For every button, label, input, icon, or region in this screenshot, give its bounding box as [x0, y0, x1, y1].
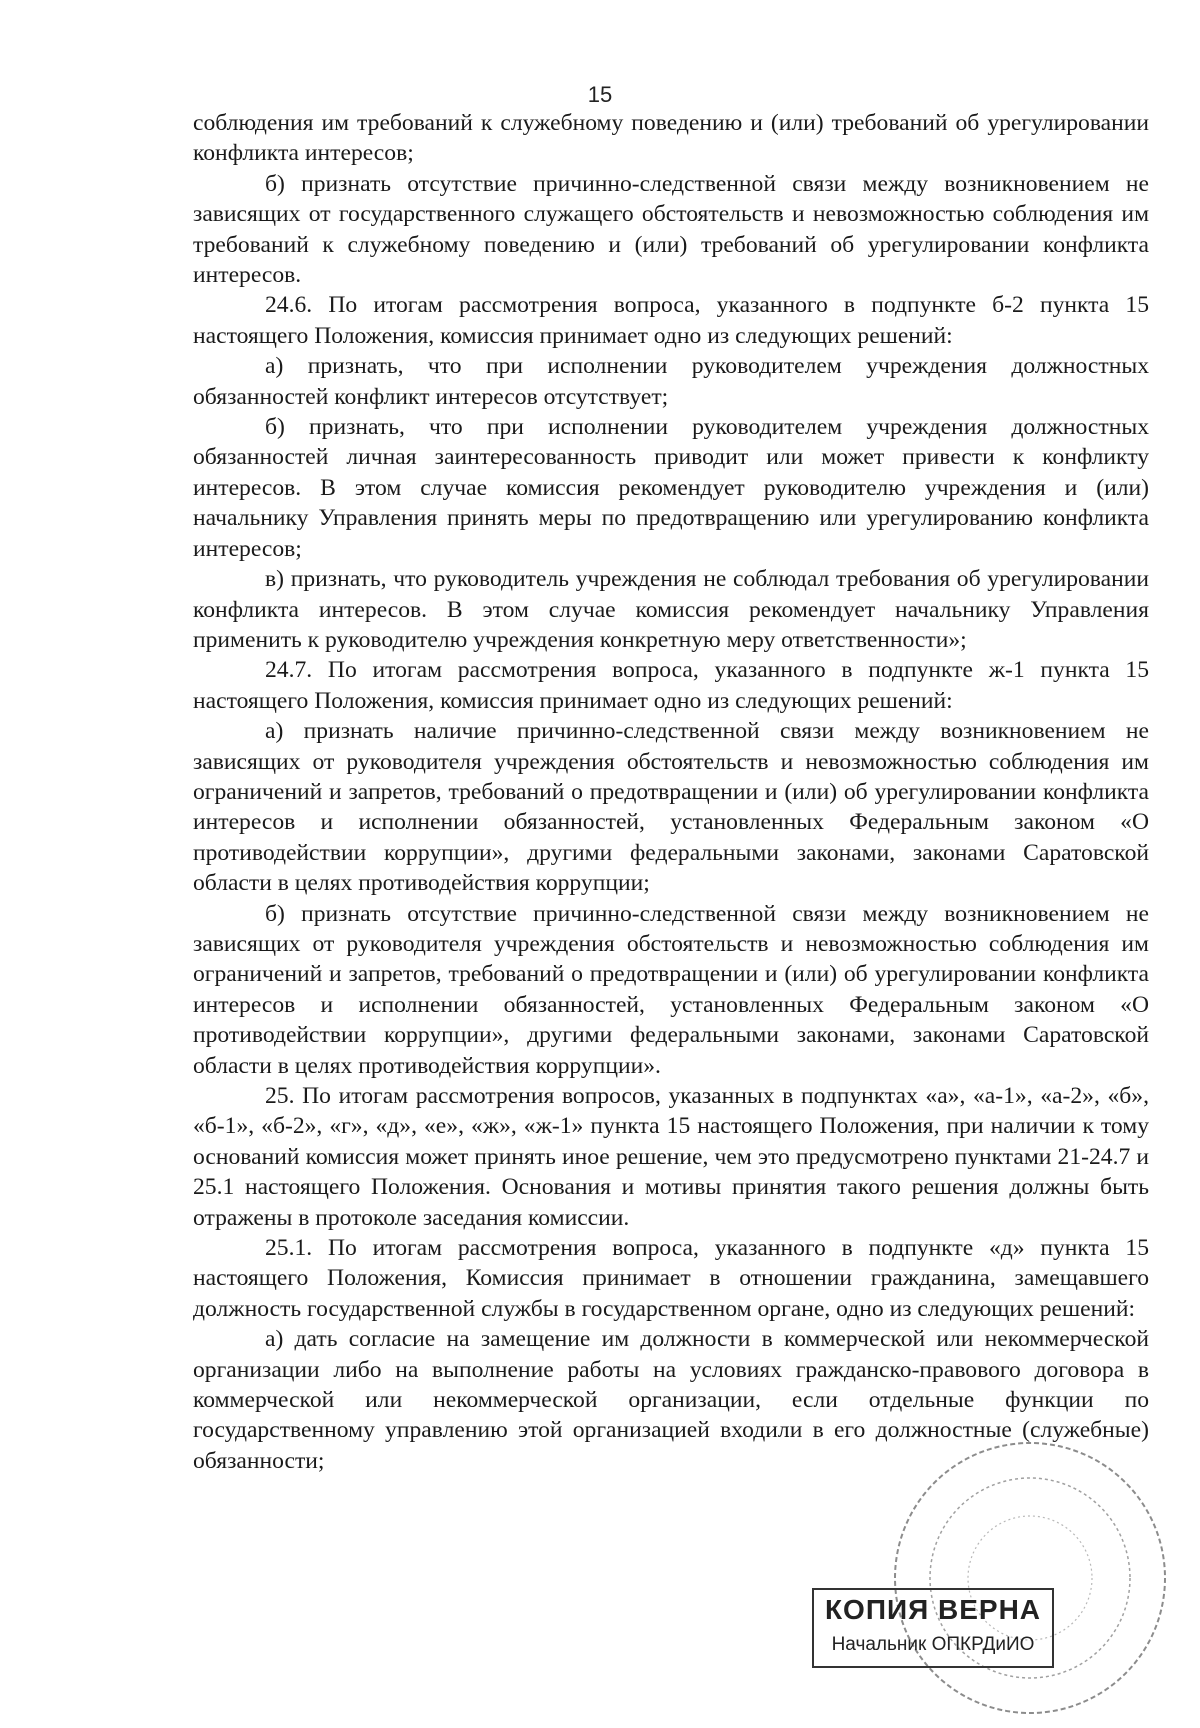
stamp-subtitle: Начальник ОПКРДиИО: [831, 1634, 1035, 1655]
paragraph: 24.7. По итогам рассмотрения вопроса, указанного в подпункте ж-1 пункта 15 настоящего Положения, комиссия принимает одно из следующих решений:: [193, 657, 1149, 714]
paragraph: а) дать согласие на замещение им должности в коммерческой или некоммерческой организации либо на выполнение работы на условиях гражданско-правового договора в коммерческой или некоммерческой организации, если отдельные функции по государственному управлению этой организацией входили в его должностные (служебные) обязанности;: [193, 1326, 1149, 1474]
paragraph: б) признать, что при исполнении руководителем учреждения должностных обязанностей личная заинтересованность приводит или может привести к конфликту интересов. В этом случае комиссия рекомендует руководителю учреждения и (или) начальнику Управления принять меры по предотвращению или урегулированию конфликта интересов;: [193, 414, 1149, 562]
page-number: 15: [587, 82, 613, 107]
paragraph: б) признать отсутствие причинно-следственной связи между возникновением не зависящих от государственного служащего обстоятельств и невозможностью соблюдения им требований к служебному поведению и (или) требований об урегулировании конфликта интересов.: [193, 170, 1149, 289]
stamp-title: КОПИЯ ВЕРНА: [824, 1594, 1042, 1625]
paragraph: а) признать, что при исполнении руководителем учреждения должностных обязанностей конфликт интересов отсутствует;: [193, 353, 1149, 410]
paragraph: 25.1. По итогам рассмотрения вопроса, указанного в подпункте «д» пункта 15 настоящего Положения, Комиссия принимает в отношении гражданина, замещавшего должность государственной службы в государственном органе, одно из следующих решений:: [193, 1235, 1149, 1322]
paragraph: 25. По итогам рассмотрения вопросов, указанных в подпунктах «а», «а-1», «а-2», «б», «б-1», «б-2», «г», «д», «е», «ж», «ж-1» пункта 15 настоящего Положения, при наличии к тому оснований комиссия может принять иное решение, чем это предусмотрено пунктами 21-24.7 и 25.1 настоящего Положения. Основания и мотивы принятия такого решения должны быть отражены в протоколе заседания комиссии.: [193, 1083, 1149, 1231]
document-body: [193, 108, 1149, 1476]
paragraph: 24.6. По итогам рассмотрения вопроса, указанного в подпункте б-2 пункта 15 настоящего Положения, комиссия принимает одно из следующих решений:: [193, 292, 1149, 349]
paragraph: б) признать отсутствие причинно-следственной связи между возникновением не зависящих от руководителя учреждения обстоятельств и невозможностью соблюдения им ограничений и запретов, требований о предотвращении и (или) об урегулировании конфликта интересов и исполнении обязанностей, установленных Федеральным законом «О противодействии коррупции», другими федеральными законами, законами Саратовской области в целях противодействия коррупции».: [193, 900, 1149, 1079]
paragraph: соблюдения им требований к служебному поведению и (или) требований об урегулировании конфликта интересов;: [193, 110, 1149, 167]
paragraph: а) признать наличие причинно-следственной связи между возникновением не зависящих от руководителя учреждения обстоятельств и невозможностью соблюдения им ограничений и запретов, требований о предотвращении и (или) об урегулировании конфликта интересов и исполнении обязанностей, установленных Федеральным законом «О противодействии коррупции», другими федеральными законами, законами Саратовской области в целях противодействия коррупции;: [193, 718, 1149, 897]
paragraph: в) признать, что руководитель учреждения не соблюдал требования об урегулировании конфликта интересов. В этом случае комиссия рекомендует начальнику Управления применить к руководителю учреждения конкретную меру ответственности»;: [193, 566, 1149, 653]
copy-certified-stamp: [812, 1588, 1054, 1668]
